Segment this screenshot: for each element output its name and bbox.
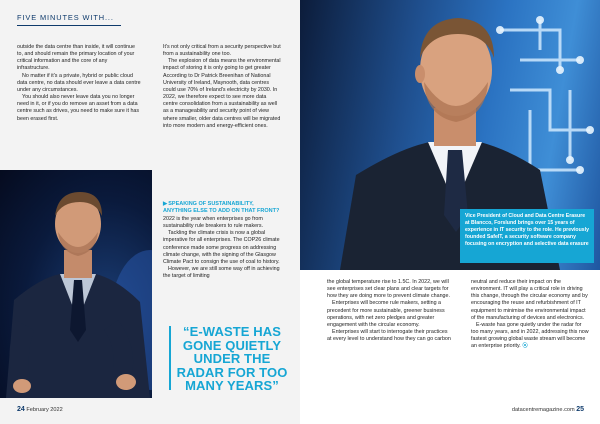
paragraph: E-waste has gone quietly under the radar for too many years, and in 2022, addressing this now fastest growing global waste stream will become an enterprise priority. ⦿ [471,321,589,350]
page-number: 24 [17,406,25,413]
paragraph: No matter if it's a private, hybrid or public cloud data centre, no data should ever leave a data centre under any circumstances. [17,72,141,93]
column-a [17,44,141,123]
column-b [163,44,281,130]
column-c [327,279,451,343]
subheading: ▶SPEAKING OF SUSTAINABILITY, ANYTHING ELSE TO ADD ON THAT FRONT? [163,201,280,214]
paragraph: You should also never leave data you no longer need in it, or if you do remove an asset from a data centre such as drives, you need to make sure it has been erased first. [17,94,140,122]
folio-left [17,406,63,413]
pull-quote: “E-WASTE HAS GONE QUIETLY UNDER THE RADAR FOR TOO MANY YEARS” [176,324,288,394]
column-b-continued [163,201,281,280]
website: datacentremagazine.com [511,407,575,413]
speaker-photo [0,170,152,398]
paragraph: Enterprises will start to interrogate their practices at every level to understand how they can go carbon [327,329,451,343]
section-title: FIVE MINUTES WITH... [17,13,114,22]
paragraph: However, we are still some way off in achieving the target of limiting [163,266,280,280]
section-title-rule [17,25,121,26]
right-page [300,0,600,424]
subhead-arrow-icon: ▶ [163,201,168,207]
paragraph: 2022 is the year when enterprises go from sustainability rule breakers to rule makers. [163,216,264,230]
speaker-photo-illustration [0,170,152,398]
paragraph: outside the data centre than inside, it will continue to, and should remain the primary location of your critical information and the core of any infrastructure. [17,44,135,72]
end-mark-icon: ⦿ [522,343,528,350]
pull-quote-rule [169,326,171,390]
photo-caption: Vice President of Cloud and Data Centre Erasure at Blancco, Forslund brings over 15 years of experience in IT security to the role. He previously founded SafeIT, a security software company focusing on encryption and selective data erasure [460,209,594,263]
issue-date: February 2022 [26,407,63,413]
page-number: 25 [576,406,584,413]
column-d [471,279,589,351]
paragraph: neutral and reduce their impact on the environment. IT will play a critical role in driving this change, through the circular economy and by encouraging the reuse and refurbishment of IT equipment to minimise the environmental impact of the manufacturing of devices and electronics. [471,279,588,321]
paragraph: Tackling the climate crisis is now a global imperative for all enterprises. The COP26 climate conference made some progress on addressing climate change, with the signing of the Glasgow Climate Pact to consign the use of coal to history. [163,230,280,265]
paragraph: It's not only critical from a security perspective but from a sustainability one too. [163,44,281,58]
paragraph: the global temperature rise to 1.5C. In 2022, we will see enterprises set clear plans and clear targets for how they are doing more to prevent climate change. [327,279,450,300]
paragraph: The explosion of data means the environmental impact of storing it is only going to get greater According to Dr Patrick Breenihan of National University of Ireland, Maynooth, data centres could use 70% of Ireland's electricity by 2030. In 2022, we therefore expect to see more data centre consolidation from a sustainability as well as a manageability and security point of view where smaller, older data centres will be migrated into more modern and energy-efficient ones. [163,58,281,129]
paragraph: Enterprises will become rule makers, setting a precedent for more sustainable, greener business operations, with net zero pledges and greater engagement with the circular economy. [327,300,445,328]
folio-right [512,406,584,413]
